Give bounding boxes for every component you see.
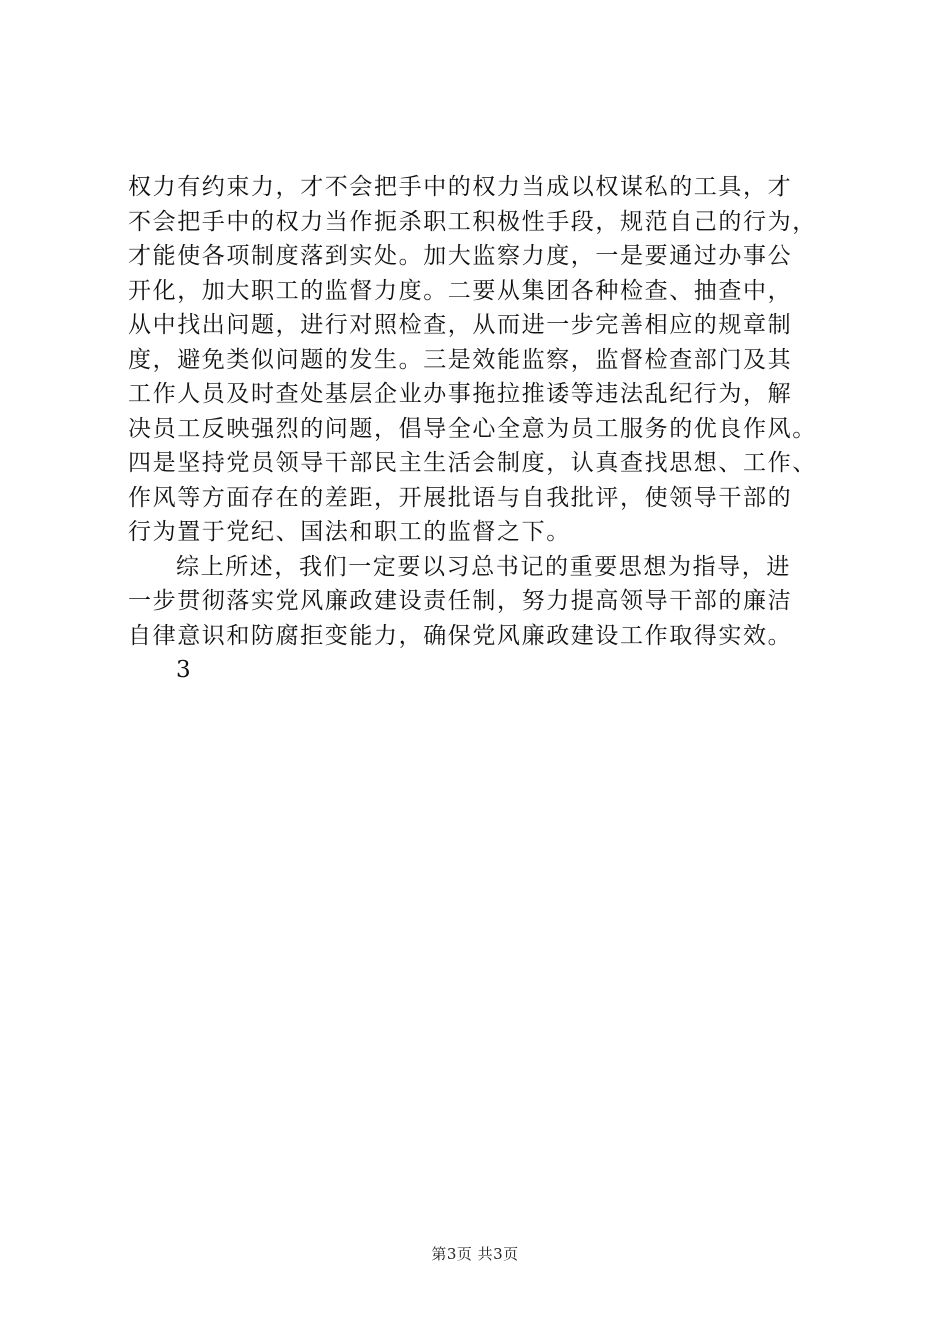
paragraph-1-line-6: 度，避免类似问题的发生。三是效能监察，监督检查部门及其 <box>128 346 793 373</box>
paragraph-1-line-3: 才能使各项制度落到实处。加大监察力度，一是要通过办事公 <box>128 243 793 269</box>
page-footer <box>0 1243 950 1264</box>
document-body <box>128 170 848 688</box>
paragraph-1-line-2: 不会把手中的权力当作扼杀职工积极性手段，规范自己的行为， <box>128 208 817 235</box>
paragraph-1-line-5: 从中找出问题，进行对照检查，从而进一步完善相应的规章制 <box>128 312 793 338</box>
footer-page-label: 第3页 共3页 <box>431 1245 519 1263</box>
paragraph-1-line-7: 工作人员及时查处基层企业办事拖拉推诿等违法乱纪行为，解 <box>128 381 793 407</box>
paragraph-1-line-8: 决员工反映强烈的问题，倡导全心全意为员工服务的优良作风。 <box>128 415 817 442</box>
paragraph-1-line-1: 权力有约束力，才不会把手中的权力当成以权谋私的工具，才 <box>128 174 793 200</box>
paragraph-2-line-3: 自律意识和防腐拒变能力，确保党风廉政建设工作取得实效。 <box>128 622 793 649</box>
paragraph-1-line-10: 作风等方面存在的差距，开展批语与自我批评，使领导干部的 <box>128 484 793 511</box>
paragraph-1-line-11: 行为置于党纪、国法和职工的监督之下。 <box>128 519 571 545</box>
page-number-inline: 3 <box>176 657 193 683</box>
paragraph-2-line-2: 一步贯彻落实党风廉政建设责任制，努力提高领导干部的廉洁 <box>128 588 793 614</box>
paragraph-1-line-9: 四是坚持党员领导干部民主生活会制度，认真查找思想、工作、 <box>128 450 817 476</box>
paragraph-1-line-4: 开化，加大职工的监督力度。二要从集团各种检查、抽查中， <box>128 277 793 304</box>
paragraph-2-line-1: 综上所述，我们一定要以习总书记的重要思想为指导，进 <box>176 553 791 580</box>
